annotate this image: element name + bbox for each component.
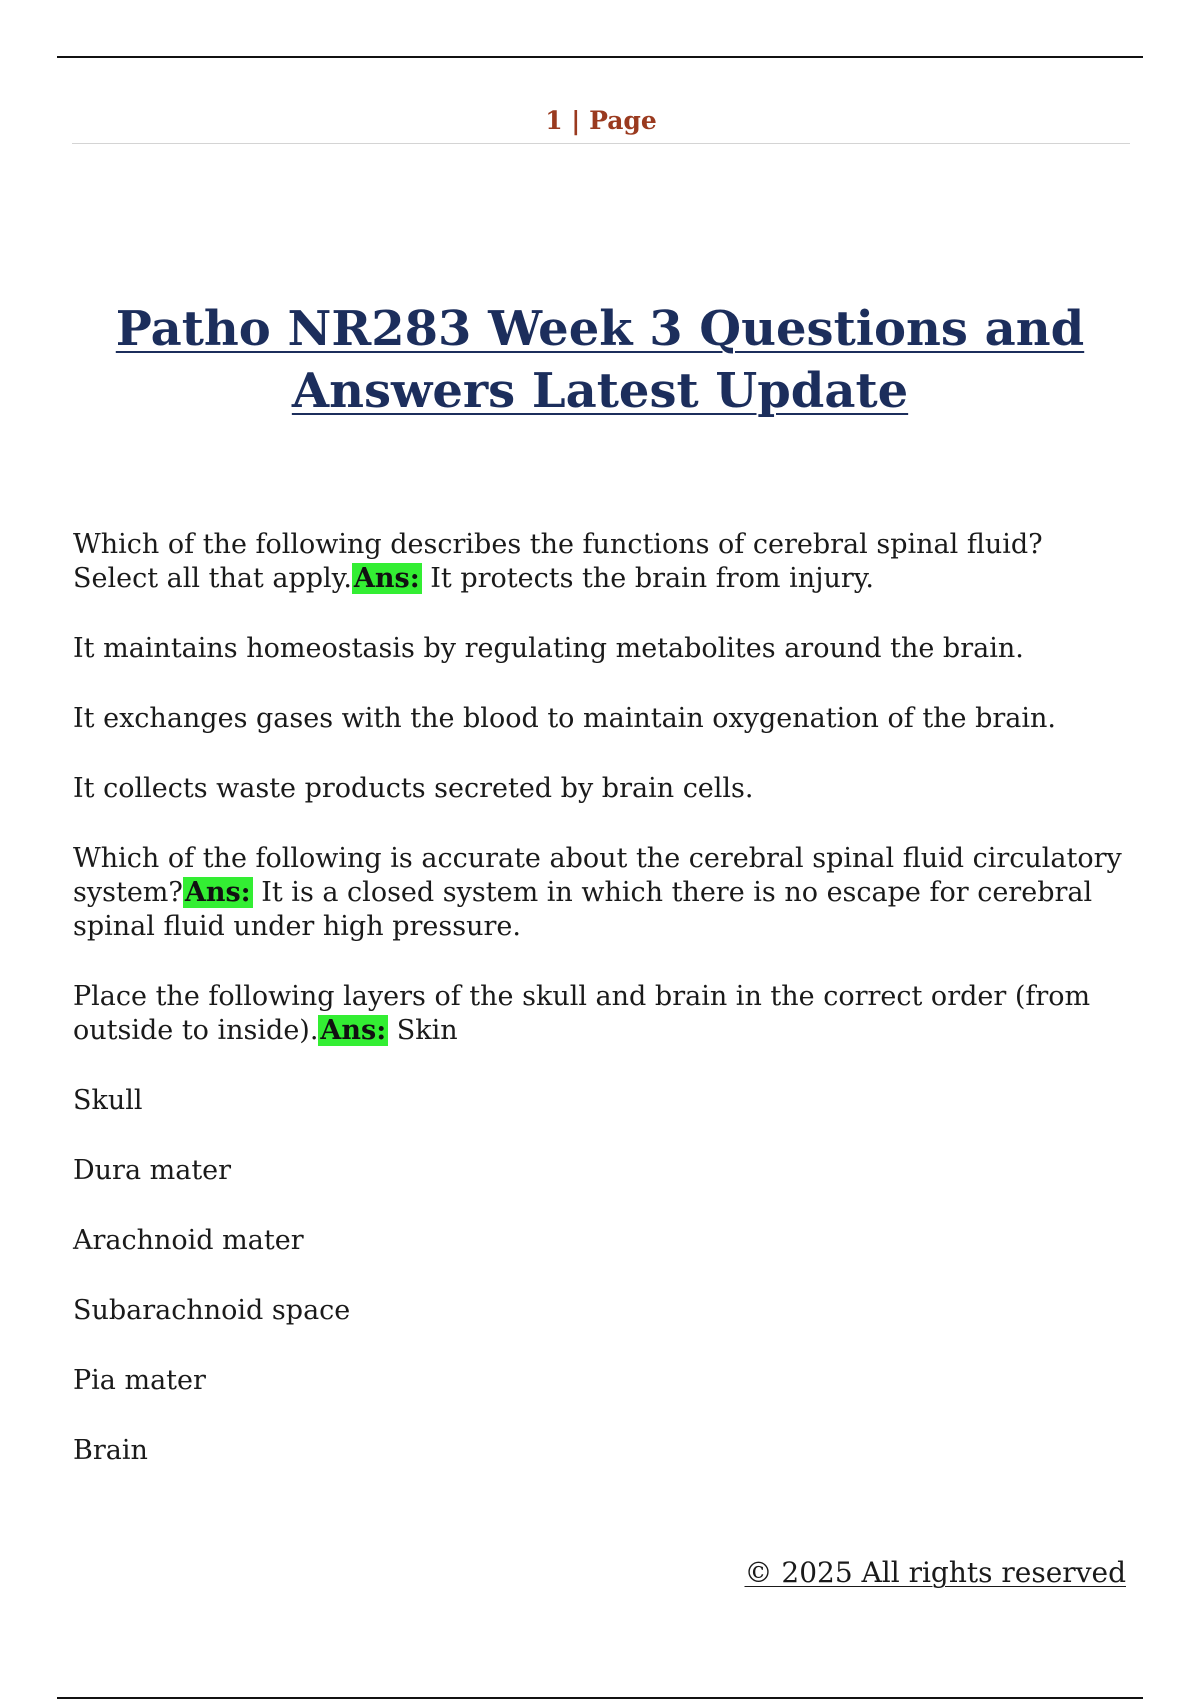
header-divider [72, 143, 1130, 144]
top-border-rule [57, 56, 1143, 58]
answer-text: It is a closed system in which there is no escape for cerebral spinal fluid under high pressure. [73, 877, 1093, 942]
answer-text: Skin [388, 1015, 458, 1046]
layer-item: Brain [73, 1435, 148, 1466]
layer-item: Arachnoid mater [73, 1225, 304, 1256]
qa-content [73, 528, 1133, 1504]
answer-line: It exchanges gases with the blood to maintain oxygenation of the brain. [73, 703, 1057, 734]
answer-line: It maintains homeostasis by regulating metabolites around the brain. [73, 633, 1024, 664]
answer-tag: Ans: [320, 1015, 387, 1046]
answer-tag: Ans: [184, 877, 251, 908]
page-number-header: 1 | Page [545, 106, 657, 135]
bottom-border-rule [57, 1697, 1143, 1699]
answer-line: It collects waste products secreted by brain cells. [73, 773, 754, 804]
question-text: Which of the following describes the functions of cerebral spinal fluid? Select all that apply. [73, 529, 1043, 594]
question-2 [73, 842, 1133, 944]
question-text: Which of the following is accurate about the cerebral spinal fluid circulatory system? [73, 843, 1122, 908]
copyright-notice: © 2025 All rights reserved [744, 1556, 1126, 1589]
question-text: Place the following layers of the skull and brain in the correct order (from outside to inside). [73, 981, 1091, 1046]
question-1 [73, 528, 1133, 596]
question-3 [73, 980, 1133, 1048]
layer-item: Skull [73, 1085, 143, 1116]
document-title: Patho NR283 Week 3 Questions and Answers Latest Update [115, 301, 1085, 419]
layer-item: Pia mater [73, 1365, 206, 1396]
layer-item: Subarachnoid space [73, 1295, 351, 1326]
layer-item: Dura mater [73, 1155, 232, 1186]
answer-tag: Ans: [353, 563, 420, 594]
answer-text: It protects the brain from injury. [421, 563, 875, 594]
